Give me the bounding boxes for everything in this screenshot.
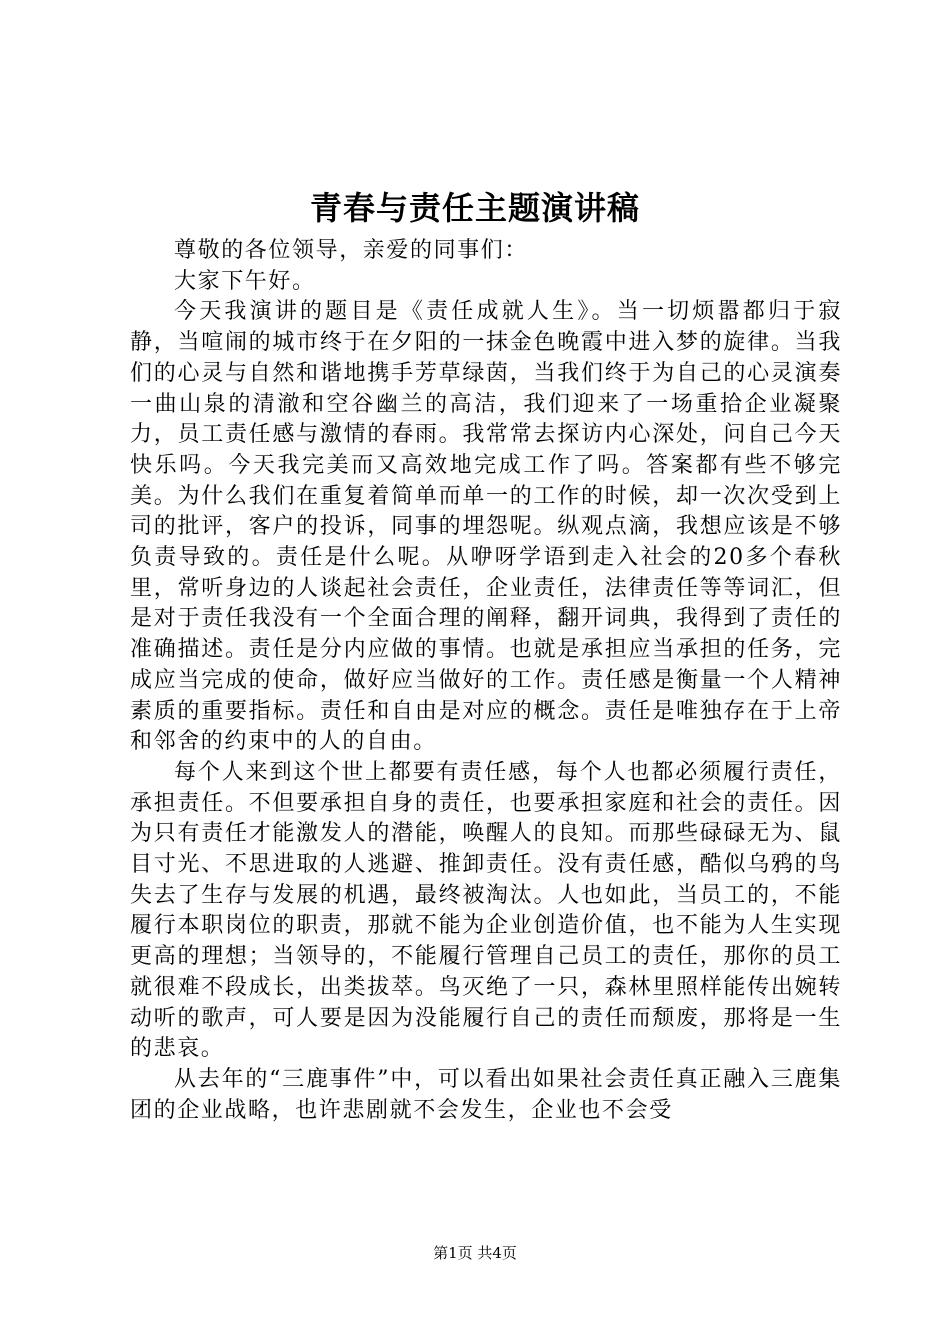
body-paragraph: 今天我演讲的题目是《责任成就人生》。当一切烦嚣都归于寂静，当喧闹的城市终于在夕阳的一抹金色晚霞中进入梦的旋律。当我们的心灵与自然和谐地携手芳草绿茵，当我们终于为自己的心灵演奏一曲山泉的清澈和空谷幽兰的高洁，我们迎来了一场重拾企业凝聚力，员工责任感与激情的春雨。我常常去探访内心深处，问自己今天快乐吗。今天我完美而又高效地完成工作了吗。答案都有些不够完美。为什么我们在重复着简单而单一的工作的时候，却一次次受到上司的批评，客户的投诉，同事的埋怨呢。纵观点滴，我想应该是不够负责导致的。责任是什么呢。从咿呀学语到走入社会的20多个春秋里，常听身边的人谈起社会责任，企业责任，法律责任等等词汇，但是对于责任我没有一个全面合理的阐释，翻开词典，我得到了责任的准确描述。责任是分内应做的事情。也就是承担应当承担的任务，完成应当完成的使命，做好应当做好的工作。责任感是衡量一个人精神素质的重要指标。责任和自由是对应的概念。责任是唯独存在于上帝和邻舍的约束中的人的自由。	[130, 299, 842, 755]
body-paragraph: 从去年的“三鹿事件”中，可以看出如果社会责任真正融入三鹿集团的企业战略，也许悲剧就不会发生，企业也不会受	[130, 1066, 842, 1123]
document-title: 青春与责任主题演讲稿	[309, 189, 640, 227]
document-body	[130, 236, 842, 1126]
body-paragraph: 每个人来到这个世上都要有责任感，每个人也都必须履行责任，承担责任。不但要承担自身的责任，也要承担家庭和社会的责任。因为只有责任才能激发人的潜能，唤醒人的良知。而那些碌碌无为、鼠目寸光、不思进取的人逃避、推卸责任。没有责任感，酷似乌鸦的鸟失去了生存与发展的机遇，最终被淘汰。人也如此，当员工的，不能履行本职岗位的职责，那就不能为企业创造价值，也不能为人生实现更高的理想；当领导的，不能履行管理自己员工的责任，那你的员工就很难不段成长，出类拔萃。鸟灭绝了一只，森林里照样能传出婉转动听的歌声，可人要是因为没能履行自己的责任而颓废，那将是一生的悲哀。	[130, 759, 842, 1062]
page-number-footer: 第1页 共4页	[433, 1244, 517, 1262]
salutation-paragraph: 尊敬的各位领导，亲爱的同事们：	[174, 238, 529, 263]
greeting-paragraph: 大家下午好。	[174, 268, 316, 294]
